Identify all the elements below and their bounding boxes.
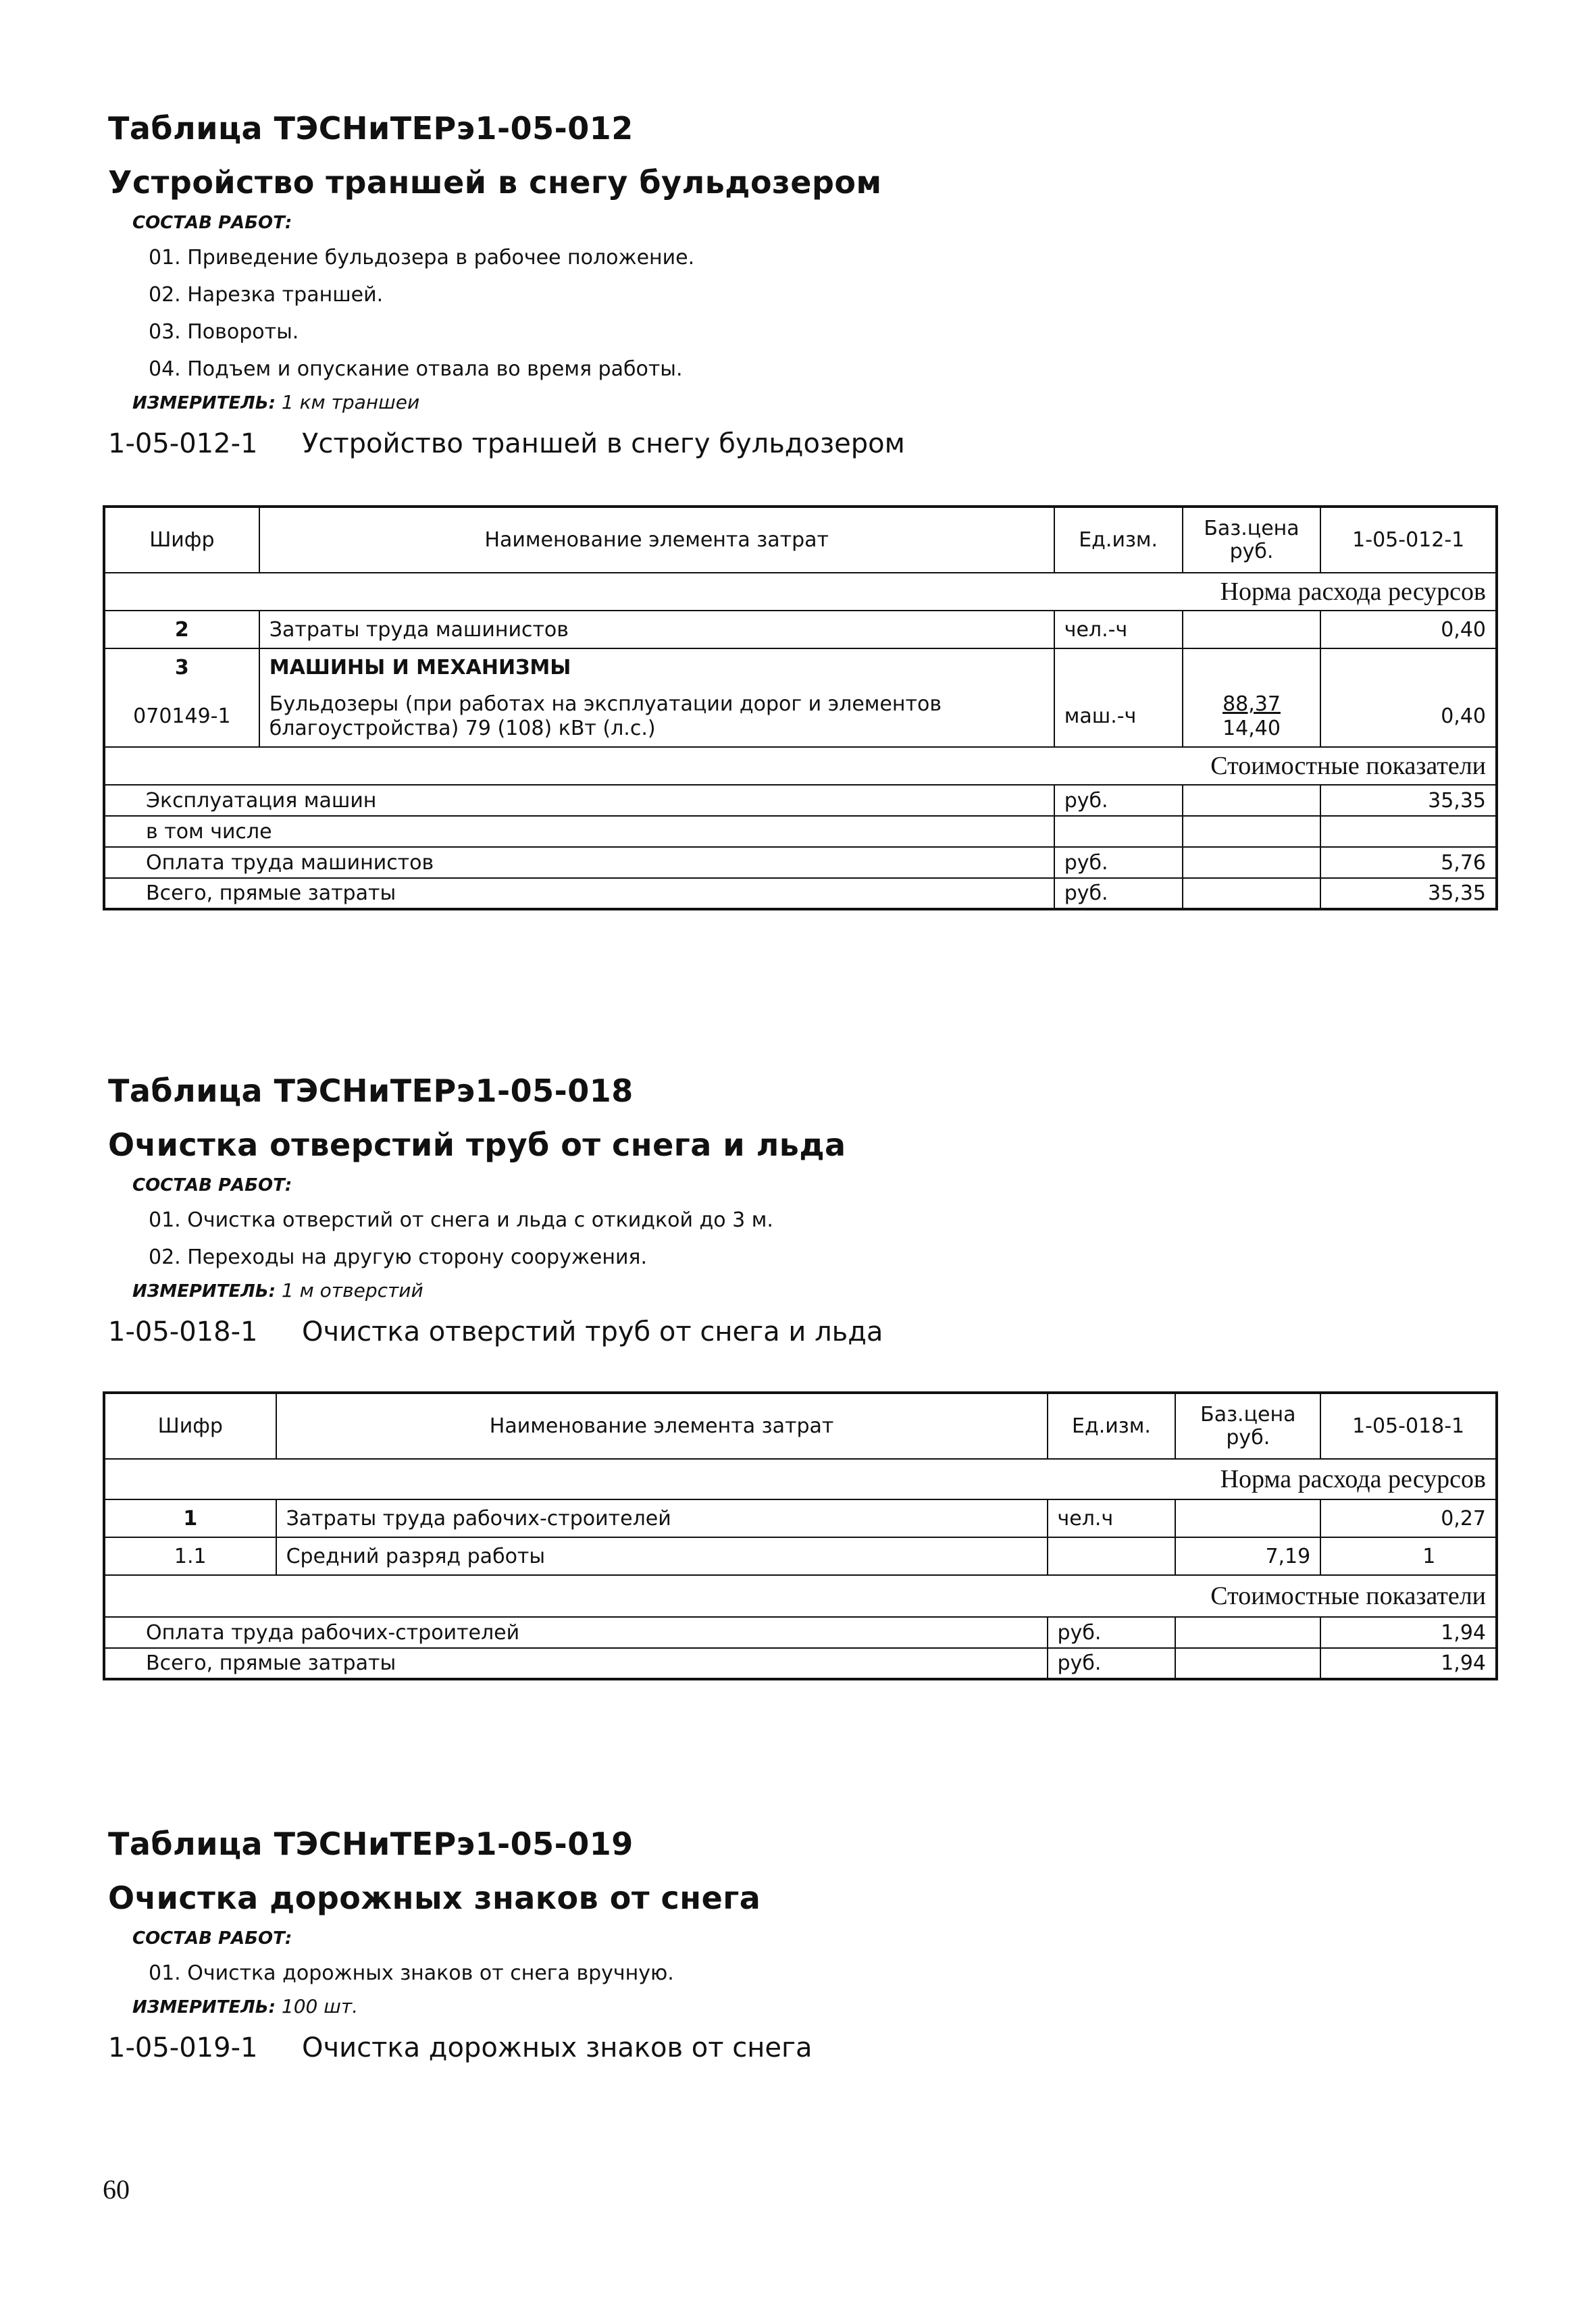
resource-table-1-05-018 [103,1391,1498,1680]
row-unit: маш.-ч [1054,686,1183,747]
table-row [104,1537,1497,1575]
cost-row [104,1648,1497,1679]
norm-header-row [104,1459,1497,1499]
table-row [104,1499,1497,1537]
norm-code: 1-05-019-1 [108,2032,258,2063]
norm-header-row [104,573,1497,611]
code-line [108,1313,1499,1351]
section-1-05-019 [108,1824,1499,2067]
meter-value: 1 км траншеи [281,391,420,413]
price-value: 88,37 [1222,692,1281,716]
row-name: Бульдозеры (при работах на эксплуатации дорог и элементов благоустройства) 79 (108) кВт (л.с.) [259,686,1054,747]
work-item: 01. Очистка отверстий от снега и льда с откидкой до 3 м. [149,1208,773,1232]
row-value: 0,40 [1320,611,1497,648]
norm-code: 1-05-012-1 [108,428,258,459]
cost-header-row [104,1575,1497,1617]
row-price [1183,686,1321,747]
cost-row [104,816,1497,847]
table-header-row [104,1393,1497,1459]
cost-unit [1054,816,1183,847]
cost-name: Эксплуатация машин [104,785,1054,816]
table-title: Таблица ТЭСНиТЕРэ1-05-018 [108,1073,634,1109]
section-1-05-018 [108,1071,1499,1351]
table-title: Таблица ТЭСНиТЕРэ1-05-012 [108,110,634,147]
cost-header-row [104,747,1497,785]
works-list [149,1955,1499,1992]
row-name: Средний разряд работы [276,1537,1048,1575]
cost-unit: руб. [1054,785,1183,816]
row-price: 7,19 [1175,1537,1320,1575]
table-row [104,648,1497,686]
cost-value: 1,94 [1320,1617,1497,1648]
cost-header: Стоимостные показатели [104,747,1497,785]
cost-row [104,878,1497,909]
cost-unit: руб. [1048,1617,1176,1648]
page-number: 60 [103,2174,130,2205]
col-price-header: Баз.цена руб. [1175,1393,1320,1459]
row-price [1183,611,1321,648]
table-subtitle: Очистка дорожных знаков от снега [108,1880,761,1916]
row-code: 1.1 [104,1537,276,1575]
row-value [1320,648,1497,686]
meter-label: ИЗМЕРИТЕЛЬ: [132,393,276,413]
meter-line [132,388,1499,418]
cost-price [1175,1648,1320,1679]
norm-header: Норма расхода ресурсов [104,1459,1497,1499]
works-list [149,239,1499,388]
col-code-value-header: 1-05-012-1 [1320,507,1497,573]
section-1-05-012 [108,108,1499,463]
row-value: 0,27 [1320,1499,1497,1537]
meter-label: ИЗМЕРИТЕЛЬ: [132,1997,276,2017]
work-item: 01. Очистка дорожных знаков от снега вручную. [149,1961,674,1985]
cost-price [1183,816,1321,847]
col-unit-header: Ед.изм. [1048,1393,1176,1459]
composition-label: СОСТАВ РАБОТ: [132,1928,292,1949]
row-value: 1 [1320,1537,1497,1575]
cost-name: Оплата труда машинистов [104,847,1054,878]
cost-value [1320,816,1497,847]
meter-line [132,1276,1499,1306]
col-name-header: Наименование элемента затрат [276,1393,1048,1459]
cost-value: 35,35 [1320,878,1497,909]
cost-price [1183,847,1321,878]
table-row [104,686,1497,747]
cost-name: в том числе [104,816,1054,847]
price-value-2: 14,40 [1222,716,1281,740]
col-price-header: Баз.цена руб. [1183,507,1321,573]
row-code: 3 [104,648,259,686]
row-value: 0,40 [1320,686,1497,747]
code-line [108,2029,1499,2067]
cost-name: Оплата труда рабочих-строителей [104,1617,1048,1648]
cost-name: Всего, прямые затраты [104,1648,1048,1679]
norm-name: Очистка отверстий труб от снега и льда [302,1316,883,1347]
col-code-header: Шифр [104,507,259,573]
cost-unit: руб. [1054,847,1183,878]
norm-header: Норма расхода ресурсов [104,573,1497,611]
table-title: Таблица ТЭСНиТЕРэ1-05-019 [108,1826,634,1862]
col-unit-header: Ед.изм. [1054,507,1183,573]
norm-name: Устройство траншей в снегу бульдозером [302,428,905,459]
row-name: Затраты труда рабочих-строителей [276,1499,1048,1537]
cost-row [104,785,1497,816]
composition-label: СОСТАВ РАБОТ: [132,1175,292,1195]
meter-value: 1 м отверстий [281,1279,423,1302]
cost-price [1175,1617,1320,1648]
col-name-header: Наименование элемента затрат [259,507,1054,573]
composition-label: СОСТАВ РАБОТ: [132,213,292,233]
row-code: 2 [104,611,259,648]
row-name: МАШИНЫ И МЕХАНИЗМЫ [259,648,1054,686]
table-subtitle: Устройство траншей в снегу бульдозером [108,164,882,201]
col-code-header: Шифр [104,1393,276,1459]
table-row [104,611,1497,648]
cost-price [1183,878,1321,909]
cost-row [104,847,1497,878]
work-item: 02. Переходы на другую сторону сооружения. [149,1245,648,1269]
cost-unit: руб. [1054,878,1183,909]
norm-name: Очистка дорожных знаков от снега [302,2032,813,2063]
cost-value: 35,35 [1320,785,1497,816]
work-item: 04. Подъем и опускание отвала во время работы. [149,357,683,381]
meter-line [132,1992,1499,2022]
row-unit [1054,648,1183,686]
cost-unit: руб. [1048,1648,1176,1679]
work-item: 01. Приведение бульдозера в рабочее положение. [149,246,695,269]
row-price [1183,648,1321,686]
meter-value: 100 шт. [281,1995,359,2017]
row-code: 070149-1 [104,686,259,747]
norm-code: 1-05-018-1 [108,1316,258,1347]
row-unit: чел.ч [1048,1499,1176,1537]
row-price [1175,1499,1320,1537]
row-code: 1 [104,1499,276,1537]
work-item: 02. Нарезка траншей. [149,283,384,307]
row-name: Затраты труда машинистов [259,611,1054,648]
cost-header: Стоимостные показатели [104,1575,1497,1617]
cost-value: 5,76 [1320,847,1497,878]
cost-row [104,1617,1497,1648]
work-item: 03. Повороты. [149,320,299,344]
resource-table-1-05-012 [103,505,1498,910]
table-header-row [104,507,1497,573]
row-unit: чел.-ч [1054,611,1183,648]
cost-value: 1,94 [1320,1648,1497,1679]
meter-label: ИЗМЕРИТЕЛЬ: [132,1281,276,1302]
row-unit [1048,1537,1176,1575]
table-subtitle: Очистка отверстий труб от снега и льда [108,1127,846,1163]
cost-name: Всего, прямые затраты [104,878,1054,909]
works-list [149,1202,1499,1276]
code-line [108,425,1499,463]
col-code-value-header: 1-05-018-1 [1320,1393,1497,1459]
cost-price [1183,785,1321,816]
